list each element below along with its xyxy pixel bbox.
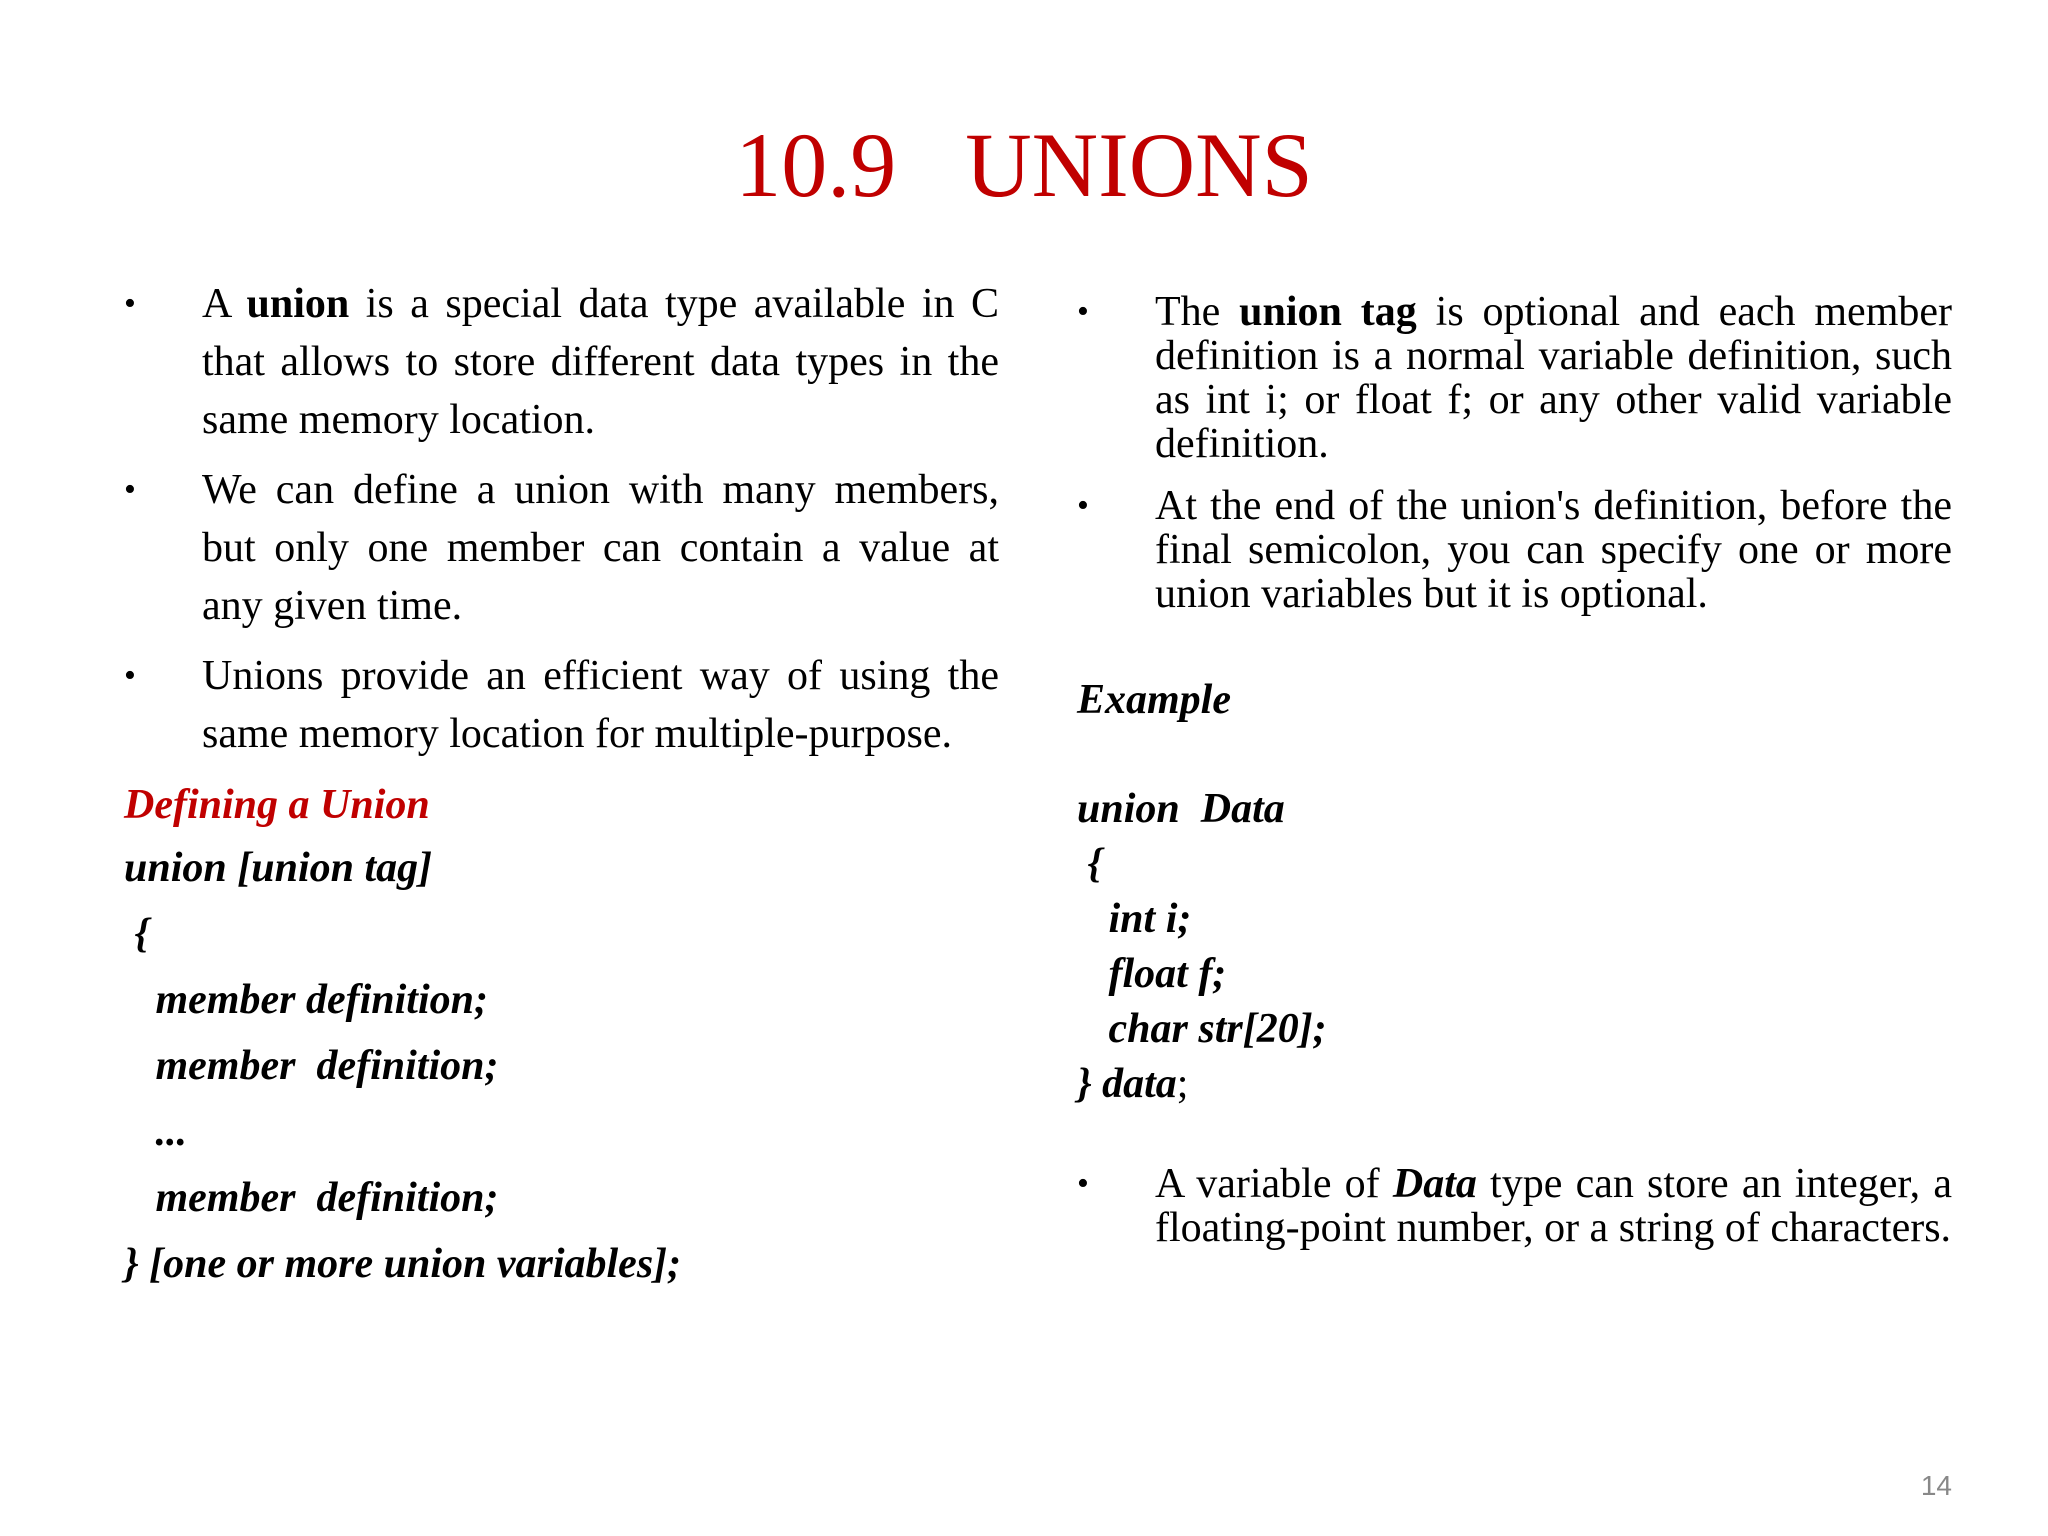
page-number: 14 [1920, 1470, 1952, 1501]
bullet-dot-icon: • [1077, 293, 1089, 330]
slide-title: 10.9 UNIONS [735, 114, 1313, 216]
left-bullet-2 [124, 461, 999, 635]
bullet-dot-icon: • [124, 657, 136, 694]
example-code-block [1077, 782, 1952, 1112]
left-bullet-3 [124, 647, 999, 763]
left-bullet-1-text-after: is a special data type available in C that allows to store different data types in the same memory location. [202, 281, 1000, 443]
right-bullet-2-text: At the end of the union's definition, before the final semicolon, you can specify one or more union variables but it is optional. [1155, 483, 1952, 617]
code-line: { [124, 911, 150, 957]
left-bullet-2-text: We can define a union with many members, but only one member can contain a value at any given time. [202, 467, 999, 629]
right-bullet-1-bold-term: union tag [1239, 289, 1417, 335]
code-line: member definition; [124, 1043, 499, 1089]
right-bullet-2 [1077, 484, 1952, 616]
left-bullet-3-text: Unions provide an efficient way of using the same memory location for multiple-purpose. [202, 653, 999, 757]
code-line: union [union tag] [124, 845, 433, 891]
left-bullet-list [124, 275, 999, 763]
code-line: union Data [1077, 786, 1285, 832]
bullet-dot-icon: • [124, 285, 136, 322]
example-heading: Example [1077, 677, 1231, 723]
left-bullet-1-bold-term: union [246, 281, 350, 327]
code-line: } [one or more union variables]; [124, 1241, 682, 1287]
code-line: { [1077, 841, 1103, 887]
code-line-last [1077, 1057, 1952, 1112]
left-bullet-1 [124, 275, 999, 449]
code-line: char str[20]; [1077, 1006, 1327, 1052]
code-line: member definition; [124, 977, 488, 1023]
code-line-last-text: } data [1077, 1061, 1177, 1107]
right-bullet-3-bold-italic-term: Data [1392, 1161, 1477, 1207]
code-line: member definition; [124, 1175, 499, 1221]
left-bullet-1-text-before: A [202, 281, 247, 327]
right-bullet-1-text-before: The [1155, 289, 1240, 335]
right-bullet-1-text-after: is optional and each member definition is a normal variable definition, such as int i; or float f; or any other valid variable definition. [1155, 289, 1952, 467]
bullet-dot-icon: • [1077, 1165, 1089, 1202]
code-line: float f; [1077, 951, 1227, 997]
bullet-dot-icon: • [124, 471, 136, 508]
section-heading-defining-union: Defining a Union [124, 782, 430, 828]
right-bullet-3 [1077, 1162, 1952, 1250]
union-syntax-code-block [124, 835, 999, 1297]
right-bullet-3-text-after: type can store an integer, a floating-point number, or a string of characters. [1155, 1161, 1953, 1251]
code-line: int i; [1077, 896, 1192, 942]
right-bullet-3-text-before: A variable of [1155, 1161, 1393, 1207]
code-line: ... [124, 1109, 187, 1155]
right-bullet-1 [1077, 290, 1952, 466]
right-column [1077, 290, 1952, 1268]
right-final-bullet-list [1077, 1162, 1952, 1250]
bullet-dot-icon: • [1077, 487, 1089, 524]
code-line-last-semicolon: ; [1176, 1061, 1189, 1107]
right-bullet-list [1077, 290, 1952, 616]
left-column [124, 275, 999, 1297]
